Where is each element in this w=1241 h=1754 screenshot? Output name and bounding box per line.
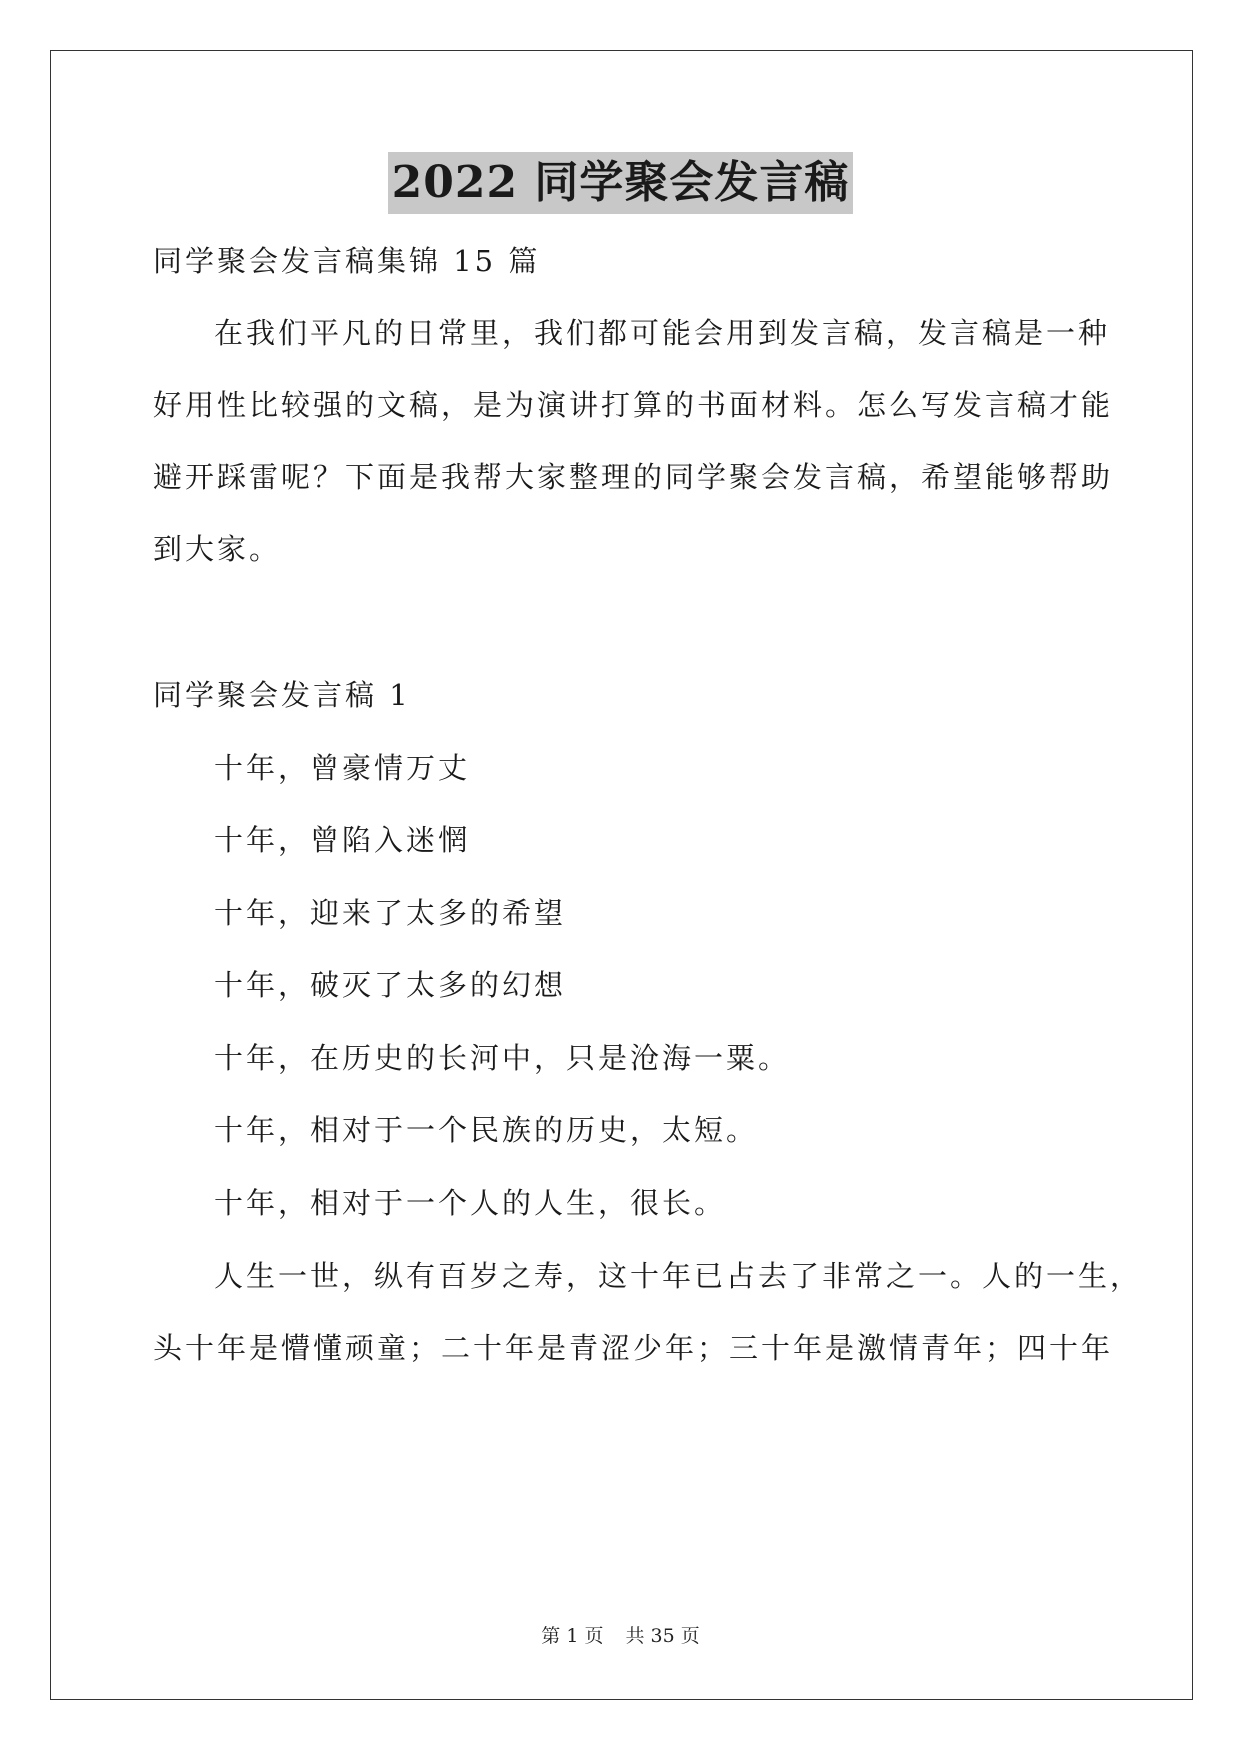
- verse-line: 十年，曾豪情万丈: [214, 751, 471, 785]
- verse-line: 十年，破灭了太多的幻想: [214, 968, 567, 1002]
- page-frame: [50, 50, 1193, 1700]
- title-wrap: [0, 152, 1241, 214]
- closing-line-1: 人生一世，纵有百岁之寿，这十年已占去了非常之一。人的一生，: [214, 1259, 1143, 1293]
- page-footer: [0, 1623, 1241, 1649]
- verse-line: 十年，在历史的长河中，只是沧海一粟。: [214, 1041, 791, 1075]
- page-number: 第 1 页: [541, 1625, 604, 1647]
- intro-line-1: 在我们平凡的日常里，我们都可能会用到发言稿，发言稿是一种: [214, 316, 1111, 350]
- verse-line: 十年，相对于一个民族的历史，太短。: [214, 1113, 759, 1147]
- verse-line: 十年，曾陷入迷惘: [214, 823, 471, 857]
- document-title: 2022 同学聚会发言稿: [388, 152, 854, 214]
- subtitle: 同学聚会发言稿集锦 15 篇: [153, 244, 541, 278]
- intro-line-2: 好用性比较强的文稿，是为演讲打算的书面材料。怎么写发言稿才能: [153, 388, 1114, 422]
- closing-line-2: 头十年是懵懂顽童；二十年是青涩少年；三十年是激情青年；四十年: [153, 1331, 1114, 1365]
- section-heading: 同学聚会发言稿 1: [153, 678, 411, 712]
- page-total: 共 35 页: [625, 1625, 700, 1647]
- verse-line: 十年，相对于一个人的人生，很长。: [214, 1186, 727, 1220]
- intro-line-4: 到大家。: [153, 532, 282, 566]
- verse-line: 十年，迎来了太多的希望: [214, 896, 567, 930]
- intro-line-3: 避开踩雷呢？下面是我帮大家整理的同学聚会发言稿，希望能够帮助: [153, 460, 1114, 494]
